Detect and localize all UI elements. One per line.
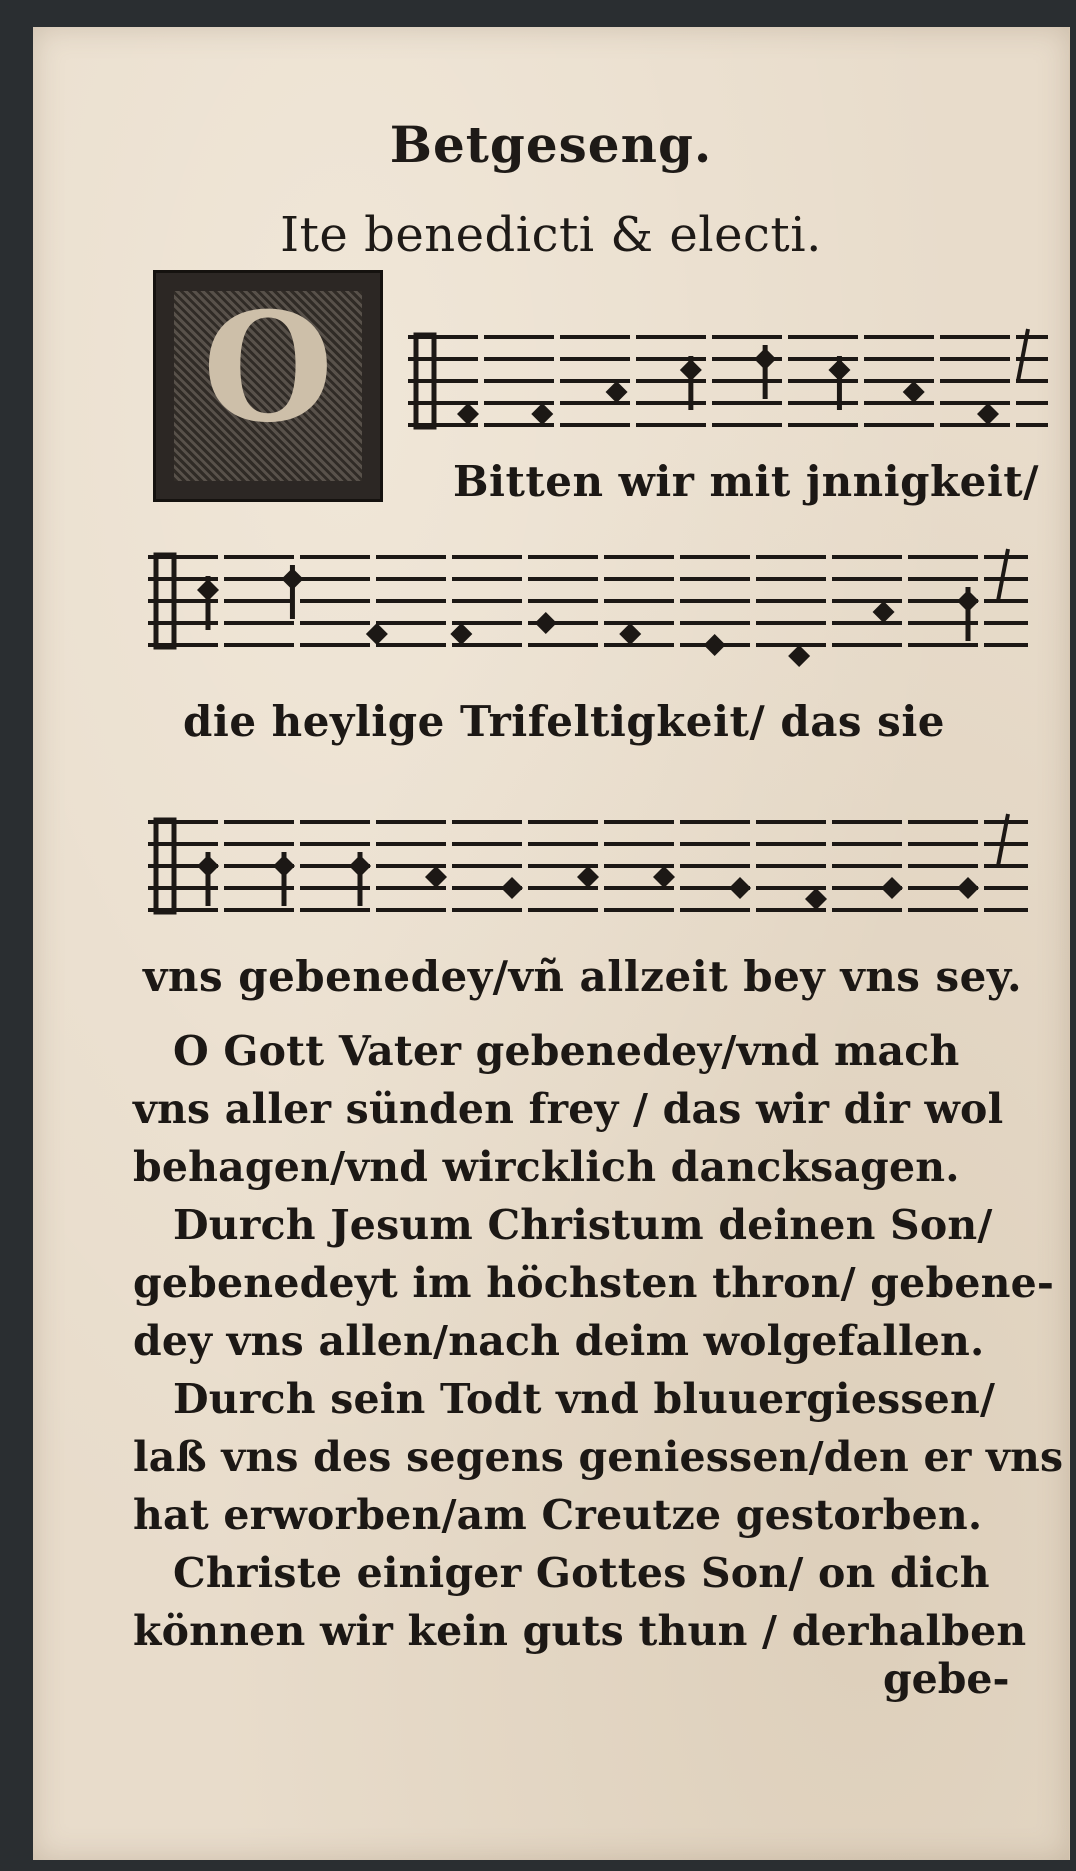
staff-lyric-2: die heylige Trifeltigkeit/ das sie [183,697,946,746]
note-punctum [273,852,295,906]
text-line-1: O Gott Vater gebenedey/vnd mach [173,1027,960,1075]
staff-lyric-3: vns gebenedey/vñ allzeit bey vns sey. [143,952,1023,1001]
note-punctum [729,877,751,899]
note-punctum [903,381,925,403]
music-staff-1 [408,327,1048,437]
initial-letter: O [202,280,334,456]
note-punctum [349,852,371,906]
note-punctum [957,587,979,641]
incipit: Ite benedicti & electi. [280,207,822,263]
text-line-11: können wir kein guts thun / derhalben [133,1607,1027,1655]
note-punctum [754,345,776,399]
text-line-2: vns aller sünden frey / das wir dir wol [133,1085,1004,1133]
note-punctum [619,623,641,645]
note-punctum [977,403,999,425]
catchword: gebe- [883,1655,1010,1703]
note-punctum [531,403,553,425]
music-staff-3 [148,812,1028,922]
note-punctum [535,612,557,634]
note-punctum [805,888,827,910]
running-head: Betgeseng. [389,115,713,174]
note-punctum [881,877,903,899]
note-punctum [366,623,388,645]
music-staff-2 [148,547,1028,657]
text-line-5: gebenedeyt im höchsten thron/ gebene- [133,1259,1055,1307]
staff-lyric-1: Bitten wir mit jnnigkeit/ [453,457,1040,506]
note-punctum [577,866,599,888]
note-punctum [704,634,726,656]
note-punctum [281,565,303,619]
note-punctum [457,403,479,425]
note-punctum [501,877,523,899]
text-line-8: laß vns des segens geniessen/den er vns [133,1433,1064,1481]
note-punctum [957,877,979,899]
text-line-9: hat erworben/am Creutze gestorben. [133,1491,983,1539]
decorated-initial [153,270,383,502]
note-punctum [450,623,472,645]
text-line-4: Durch Jesum Christum deinen Son/ [173,1201,993,1249]
text-line-3: behagen/vnd wircklich dancksagen. [133,1143,960,1191]
text-line-7: Durch sein Todt vnd bluuergiessen/ [173,1375,996,1423]
text-line-6: dey vns allen/nach deim wolgefallen. [133,1317,985,1365]
note-punctum [425,866,447,888]
note-punctum [873,601,895,623]
book-page [33,27,1070,1860]
note-punctum [606,381,628,403]
note-punctum [653,866,675,888]
text-line-10: Christe einiger Gottes Son/ on dich [173,1549,990,1597]
note-punctum [197,852,219,906]
note-punctum [788,645,810,667]
